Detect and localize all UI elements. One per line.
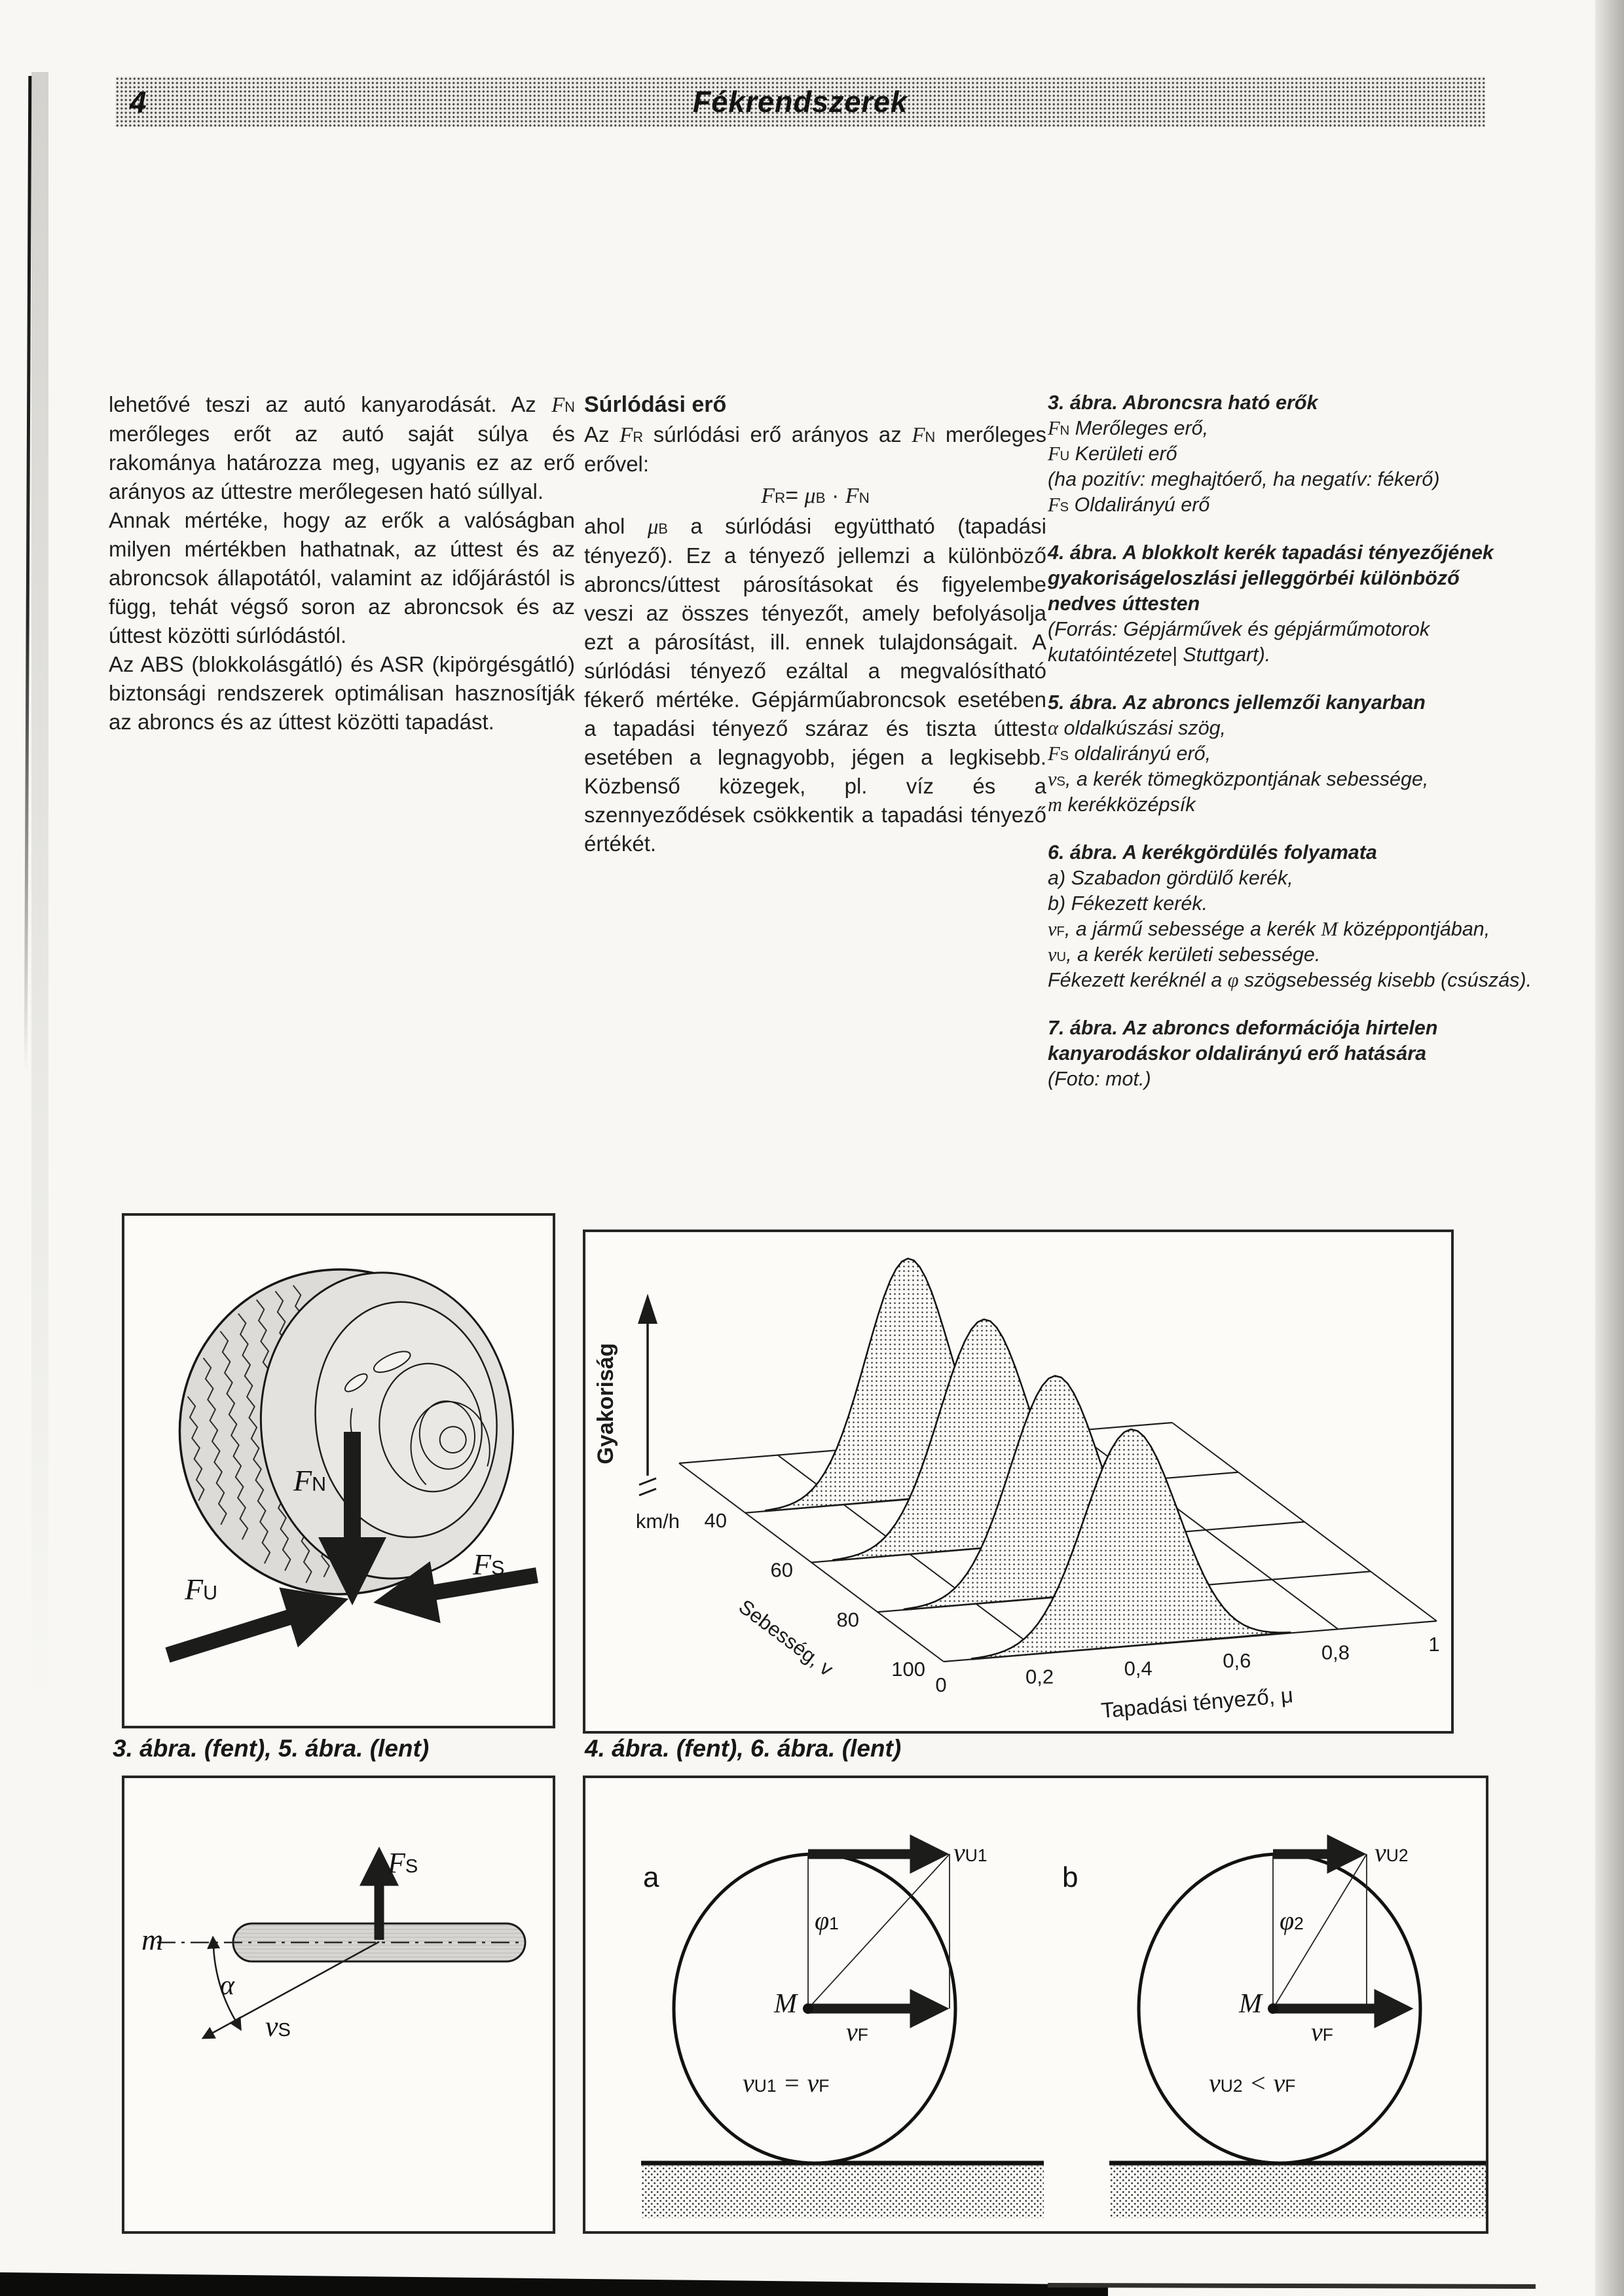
speed-axis-unit: km/h: [635, 1510, 680, 1533]
text-column-2: [584, 390, 1046, 858]
figure-caption-title: 4. ábra. A blokkolt kerék tapadási tényezőjének gyakoriságeloszlási jelleggörbéi különböző nedves úttesten: [1048, 541, 1494, 615]
subscript: U1: [965, 1846, 987, 1865]
wheel-center-a: [803, 2003, 813, 2014]
subscript: N: [1060, 424, 1070, 438]
speed-tick: 60: [770, 1558, 793, 1582]
figure-footprint-slip-angle: [122, 1776, 555, 2234]
figure-caption-title: 5. ábra. Az abroncs jellemzői kanyarban: [1048, 691, 1426, 714]
subscript: S: [1060, 500, 1069, 515]
subscript: 1: [829, 1914, 839, 1933]
mu-tick: 0: [935, 1673, 947, 1696]
m-label-b: M: [1239, 1989, 1262, 2019]
subscript: F: [1056, 924, 1065, 939]
page-title: Fékrendszerek: [692, 84, 908, 118]
subscript: B: [658, 520, 668, 537]
vf-label-b: $v_F$: [1311, 2017, 1333, 2047]
vu1-label: $v_{U1}$: [953, 1838, 987, 1867]
panel-a-tag: a: [643, 1861, 659, 1893]
scan-artifact-right-strip: [1595, 0, 1624, 2296]
text-run: v: [1048, 943, 1057, 966]
figure-caption-block: [1048, 390, 1534, 518]
subscript: F: [819, 2076, 830, 2096]
subscript: U: [203, 1582, 218, 1604]
vf-label-a: $v_F$: [846, 2017, 868, 2047]
page-number: 4: [130, 85, 147, 119]
subscript: U: [1060, 449, 1070, 464]
subscript: F: [1322, 2025, 1333, 2045]
text-run: F: [845, 484, 859, 508]
ground-hatch-a: [641, 2166, 1044, 2218]
figure-caption-line: $F_S$ oldalirányú erő,: [1048, 742, 1211, 765]
subscript: 2: [1294, 1914, 1304, 1933]
subscript: N: [925, 429, 936, 445]
figure-caption-block: [1048, 1015, 1534, 1092]
figure-friction-distribution-chart: [583, 1230, 1454, 1734]
text-run: M: [1321, 918, 1338, 940]
figure-caption-line: $v_U$, a kerék kerületi sebessége.: [1048, 943, 1321, 966]
figure-caption-line: $F_S$ Oldalirányú erő: [1048, 494, 1210, 516]
equation-b: $v_{U2} < v_F$: [1209, 2068, 1296, 2098]
subscript: S: [1056, 774, 1065, 789]
speed-tick: 40: [704, 1508, 727, 1532]
scan-artifact-bottom-bar: [0, 2269, 1108, 2296]
figure-caption-line: Fékezett keréknél a φ szögsebesség kisebb (csúszás).: [1048, 969, 1532, 991]
figure-caption-line: (Foto: mot.): [1048, 1068, 1151, 1090]
text-run: F: [912, 424, 925, 447]
text-run: v: [1048, 918, 1057, 940]
figure-caption-line: (ha pozitív: meghajtóerő, ha negatív: fékerő): [1048, 468, 1440, 490]
subscript: S: [491, 1558, 505, 1579]
vs-label: $v_S$: [265, 2011, 291, 2043]
ground-hatch-b: [1109, 2166, 1486, 2218]
footprint-drawing: [124, 1778, 553, 2231]
subscript: F: [1285, 2076, 1296, 2096]
subscript: U2: [1220, 2076, 1243, 2096]
fn-label: $F_N$: [293, 1464, 327, 1497]
mu-tick: 0,2: [1025, 1665, 1054, 1688]
figure-tire-forces: [122, 1213, 555, 1728]
y-axis-label: Gyakoriság: [593, 1343, 618, 1465]
caption-list: [1048, 390, 1534, 1114]
wheel-rolling-drawing: [585, 1778, 1486, 2231]
equation-a: $v_{U1} = v_F$: [743, 2068, 830, 2098]
speed-tick: 80: [836, 1608, 859, 1631]
subscript: N: [312, 1474, 327, 1495]
paragraph: Az $F_R$ súrlódási erő arányos az $F_N$ merőleges erővel:: [584, 422, 1046, 476]
section-heading: Súrlódási erő: [584, 392, 727, 417]
subscript: F: [857, 2025, 868, 2045]
figure-caption-title: 7. ábra. Az abroncs deformációja hirtelen kanyarodáskor oldalirányú erő hatására: [1048, 1017, 1438, 1065]
figure-caption-line: $F_U$ Kerületi erő: [1048, 443, 1177, 465]
figure-caption-block: [1048, 540, 1534, 668]
text-run: F: [1048, 742, 1060, 765]
figure-caption-line: $F_N$ Merőleges erő,: [1048, 417, 1209, 439]
text-run: F: [1048, 417, 1060, 439]
text-run: μ: [647, 515, 659, 539]
scan-artifact-left-line: [24, 76, 32, 1071]
figure-caption-line: $v_F$, a jármű sebessége a kerék M középpontjában,: [1048, 918, 1490, 940]
speed-axis-label: Sebesség, v: [734, 1595, 838, 1681]
friction-formula: $F_R= \mu_B \cdot F_N$: [761, 483, 870, 508]
subscript: R: [633, 429, 644, 445]
paragraph: Az ABS (blokkolásgátló) és ASR (kipörgésgátló) biztonsági rendszerek optimálisan hasznosítják az abroncs és az úttest közötti tapadást.: [109, 652, 575, 734]
panel-b-tag: b: [1062, 1861, 1079, 1893]
m-label-a: M: [774, 1989, 797, 2019]
text-run: α: [1048, 717, 1059, 739]
text-run: μ: [804, 484, 816, 508]
figure-caption-block: [1048, 840, 1534, 993]
text-run: v: [1048, 768, 1057, 790]
axis-arrowhead: [638, 1294, 657, 1324]
subscript: R: [774, 490, 786, 506]
tire-forces-drawing: [124, 1216, 553, 1726]
subscript: U: [1056, 950, 1067, 964]
figure-caption-left: 3. ábra. (fent), 5. ábra. (lent): [113, 1735, 430, 1762]
phi1-label: $\varphi_1$: [815, 1906, 839, 1935]
fu-arrow: [168, 1615, 296, 1655]
figure-caption-right: 4. ábra. (fent), 6. ábra. (lent): [585, 1735, 902, 1762]
subscript: N: [564, 399, 575, 415]
text-run: m: [1048, 793, 1063, 816]
phi2-label: $\varphi_2$: [1280, 1906, 1304, 1935]
subscript: B: [815, 490, 826, 506]
text-run: F: [619, 424, 633, 447]
figure-caption-line: b) Fékezett kerék.: [1048, 892, 1208, 915]
subscript: S: [405, 1856, 418, 1877]
mu-tick: 0,8: [1321, 1641, 1350, 1664]
figure-caption-title: 6. ábra. A kerékgördülés folyamata: [1048, 841, 1377, 864]
alpha-label: α: [220, 1971, 235, 2001]
figure-caption-title: 3. ábra. Abroncsra ható erők: [1048, 392, 1318, 414]
figure-caption-line: m kerékközépsík: [1048, 793, 1196, 816]
figure-caption-line: α oldalkúszási szög,: [1048, 717, 1227, 739]
subscript: S: [278, 2020, 291, 2041]
fs-label: $F_S$: [388, 1847, 418, 1879]
ridgeline-chart: [585, 1232, 1451, 1731]
subscript: N: [858, 490, 870, 506]
figure-caption-line: a) Szabadon gördülő kerék,: [1048, 867, 1293, 889]
fu-label: $F_U$: [185, 1573, 218, 1606]
figure-wheel-rolling: [583, 1776, 1488, 2234]
scan-artifact-bottom-line: [1048, 2283, 1536, 2289]
mu-tick: 0,6: [1223, 1649, 1251, 1672]
fs-label: $F_S$: [473, 1548, 505, 1581]
paragraph: lehetővé teszi az autó kanyarodását. Az $F_N$ merőleges erőt az autó saját súlya és rakománya határozza meg, ugyanis ez az erő arányos az úttestre merőlegesen ható súllyal.: [109, 392, 575, 503]
figure-caption-line: (Forrás: Gépjárművek és gépjárműmotorok kutatóintézete| Stuttgart).: [1048, 618, 1430, 666]
vu2-label: $v_{U2}$: [1375, 1838, 1409, 1867]
figure-caption-block: [1048, 690, 1534, 818]
text-run: φ: [1227, 969, 1239, 991]
text-run: F: [551, 393, 565, 417]
wheel-center-b: [1268, 2003, 1278, 2014]
subscript: U1: [754, 2076, 777, 2096]
header-bar: [115, 77, 1485, 127]
subscript: S: [1060, 749, 1069, 763]
text-run: F: [761, 484, 775, 508]
mu-tick: 0,4: [1124, 1657, 1153, 1681]
paragraph: ahol $\mu_B$ a súrlódási együttható (tapadási tényező). Ez a tényező jellemzi a különböző abroncs/úttest párosításokat és figyelembe veszi az összes tényezőt, amely befolyásolja ezt a párosítást, ill. ennek tulajdonságait. A súrlódási tényező ezáltal a megvalósítható fékerő mértéke. Gépjárműabroncsok esetében a tapadási tényező száraz és tiszta úttest esetében a legnagyobb, jégen a legkisebb. Közbenső közegek, pl. víz és a szennyeződések csökkentik a tapadási tényező értékét.: [584, 514, 1046, 856]
mu-axis-label: Tapadási tényező, μ: [1099, 1683, 1295, 1723]
paragraph: Annak mértéke, hogy az erők a valóságban milyen mértékben hathatnak, az úttest és az abroncsok állapotától, valamint az időjárástól is függ, tehát végső soron az abroncsok és az úttest közötti súrlódástól.: [109, 508, 575, 647]
speed-tick: 100: [891, 1658, 925, 1681]
subscript: U2: [1386, 1846, 1409, 1865]
text-run: F: [1048, 494, 1060, 516]
scan-artifact-left-shadow: [31, 72, 48, 1709]
mu-tick: 1: [1428, 1633, 1440, 1656]
text-column-1: [109, 390, 575, 737]
m-label: m: [141, 1923, 164, 1956]
axis-break-mark: [639, 1478, 656, 1495]
figure-caption-line: $v_S$, a kerék tömegközpontjának sebessége,: [1048, 768, 1429, 790]
text-run: F: [1048, 443, 1060, 465]
